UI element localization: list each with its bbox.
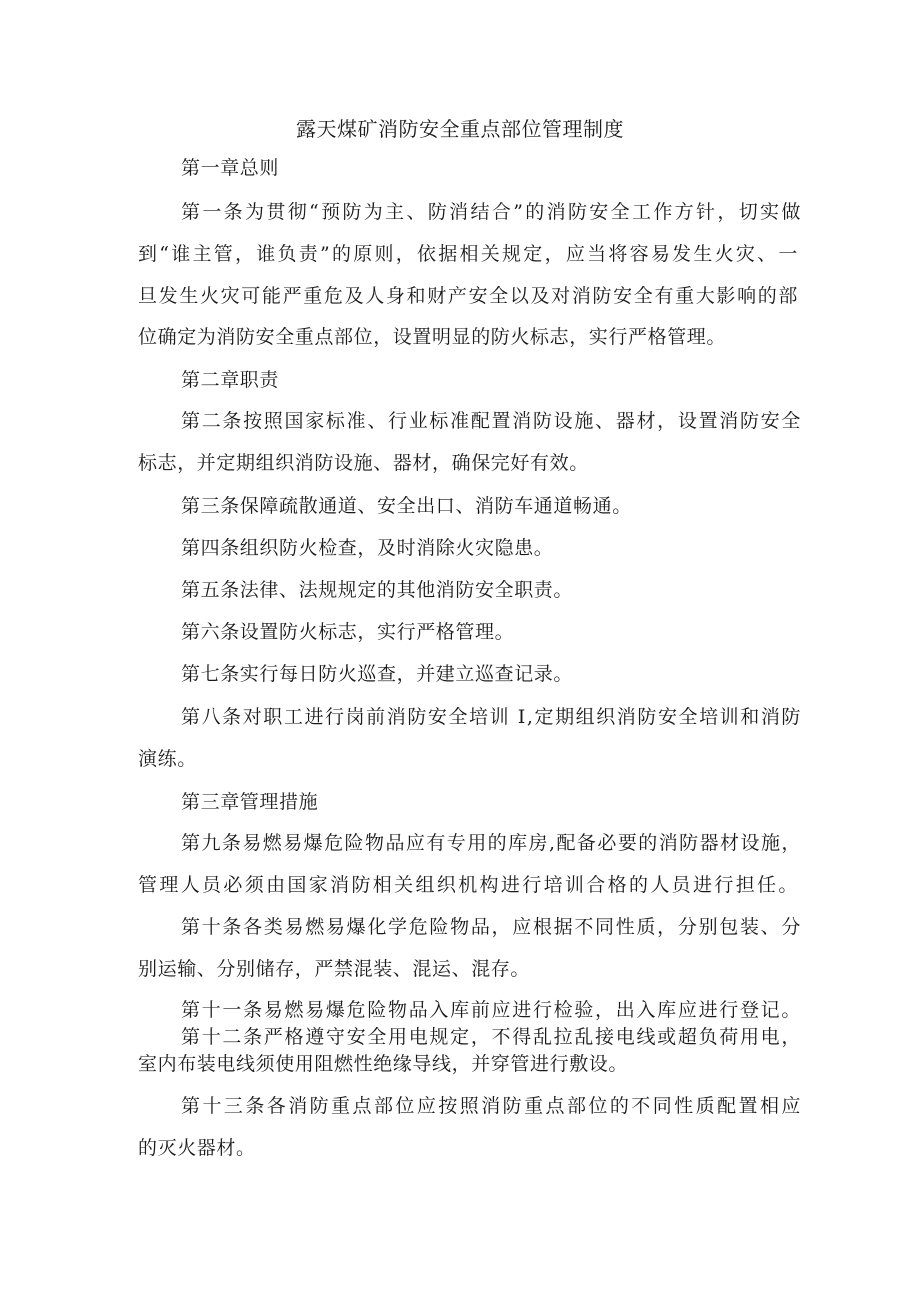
paragraph-line: 第三条保障疏散通道、安全出口、消防车通道畅通。 <box>181 495 632 517</box>
paragraph-line: 第七条实行每日防火巡查，并建立巡查记录。 <box>181 663 574 685</box>
paragraph-line: 演练。 <box>138 748 197 770</box>
paragraph-line: 标志，并定期组织消防设施、器材，确保完好有效。 <box>138 452 589 474</box>
document-title: 露天煤矿消防安全重点部位管理制度 <box>296 117 624 141</box>
paragraph-line: 第九条易燃易爆危险物品应有专用的库房,配备必要的消防器材设施， <box>181 832 801 854</box>
paragraph-line: 第八条对职工进行岗前消防安全培训 Ⅰ,定期组织消防安全培训和消防 <box>181 706 801 728</box>
paragraph-line: 旦发生火灾可能严重危及人身和财产安全以及对消防安全有重大影响的部 <box>138 285 798 307</box>
paragraph-line: 位确定为消防安全重点部位，设置明显的防火标志，实行严格管理。 <box>138 326 727 348</box>
chapter-heading: 第三章管理措施 <box>181 791 319 813</box>
paragraph-line: 别运输、分别储存，严禁混装、混运、混存。 <box>138 958 531 980</box>
paragraph-line: 到“谁主管，谁负责”的原则，依据相关规定，应当将容易发生火灾、一 <box>138 243 798 265</box>
paragraph-line: 第五条法律、法规规定的其他消防安全职责。 <box>181 579 574 601</box>
paragraph-line: 管理人员必须由国家消防相关组织机构进行培训合格的人员进行担任。 <box>138 874 798 896</box>
paragraph-line: 室内布装电线须使用阻燃性绝缘导线，并穿管进行敷设。 <box>138 1053 629 1075</box>
paragraph-line: 第十三条各消防重点部位应按照消防重点部位的不同性质配置相应 <box>181 1095 801 1117</box>
chapter-heading: 第二章职责 <box>181 369 280 391</box>
paragraph-line: 第一条为贯彻“预防为主、防消结合”的消防安全工作方针，切实做 <box>181 201 801 223</box>
paragraph-line: 第十二条严格遵守安全用电规定，不得乱拉乱接电线或超负荷用电， <box>181 1026 801 1048</box>
paragraph-line: 第十条各类易燃易爆化学危险物品，应根据不同性质，分别包装、分 <box>181 916 801 938</box>
paragraph-line: 第六条设置防火标志，实行严格管理。 <box>181 621 515 643</box>
paragraph-line: 第四条组织防火检查，及时消除火灾隐患。 <box>181 537 554 559</box>
paragraph-line: 第十一条易燃易爆危险物品入库前应进行检验，出入库应进行登记。 <box>181 999 801 1021</box>
paragraph-line: 的灭火器材。 <box>138 1137 256 1159</box>
chapter-heading: 第一章总则 <box>181 157 280 179</box>
paragraph-line: 第二条按照国家标准、行业标准配置消防设施、器材，设置消防安全 <box>181 410 801 432</box>
